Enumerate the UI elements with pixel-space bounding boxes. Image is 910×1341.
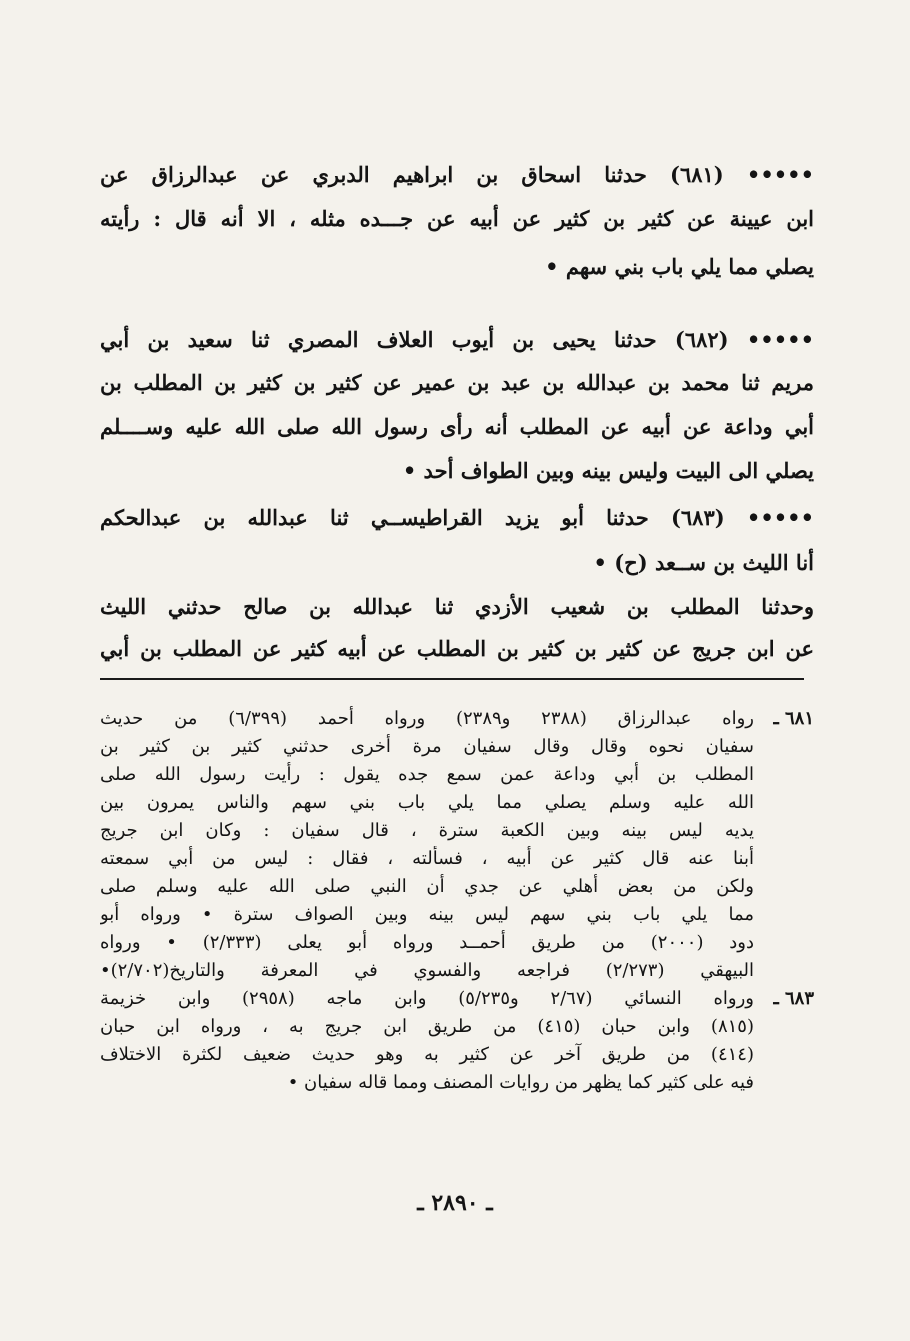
footnote-line (100, 818, 814, 844)
footnote-line (100, 1070, 814, 1096)
footnote-number: ٦٨١ ـ (773, 708, 814, 729)
text-line: مريم ثنا محمد بن عبدالله بن عبد بن عمير عن كثير بن كثير بن المطلب بن (100, 370, 814, 395)
footnote-text: فيه على كثير كما يظهر من روايات المصنف ومما قاله سفيان • (287, 1072, 754, 1093)
footnote-text: البيهقي (٢/٢٧٣) فراجعه والفسوي في المعرفة والتاريخ(٢/٧٠٢)• (100, 960, 754, 981)
footnote-line (100, 734, 814, 760)
text-line: وحدثنا المطلب بن شعيب الأزدي ثنا عبدالله بن صالح حدثني الليث (100, 594, 814, 619)
footnote-text: الله عليه وسلم يصلي مما يلي باب بني سهم والناس يمرون بين (100, 792, 754, 813)
text-line: ابن عيينة عن كثير بن كثير عن أبيه عن جـــده مثله ، الا أنه قال : رأيته (100, 206, 814, 231)
footnote-text: ولكن من بعض أهلي عن جدي أن النبي صلى الله عليه وسلم صلى (100, 876, 754, 897)
footnote-line (100, 958, 814, 984)
footnote-text: سفيان نحوه وقال وقال سفيان مرة أخرى حدثني كثير بن كثير بن (100, 736, 754, 757)
footnote-text: رواه عبدالرزاق (٢٣٨٨ و٢٣٨٩) ورواه أحمد (٦/٣٩٩) من حديث (100, 708, 755, 729)
text-line: أنا الليث بن ســعد (ح) • (593, 550, 814, 575)
page-number: ـ ٢٨٩٠ ـ (417, 1190, 493, 1216)
footnote-number: ٦٨٣ ـ (773, 988, 814, 1009)
footnote-text: المطلب بن أبي وداعة عمن سمع جده يقول : رأيت رسول الله صلى (100, 764, 754, 785)
footnote-text: يديه ليس بينه وبين الكعبة سترة ، قال سفيان : وكان ابن جريج (100, 820, 754, 841)
footnote-text: (٨١٥) وابن حبان (٤١٥) من طريق ابن جريج به ، ورواه ابن حبان (100, 1016, 754, 1037)
footnote-divider (100, 678, 804, 680)
footnote-line (100, 1014, 814, 1040)
footnote-line (100, 790, 814, 816)
footnote-line (100, 706, 814, 732)
footnote-text: دود (٢٠٠٠) من طريق أحمــد ورواه أبو يعلى (٢/٣٣٣) • ورواه (100, 932, 754, 953)
footnote-line (100, 902, 814, 928)
text-line: ••••• (٦٨١) حدثنا اسحاق بن ابراهيم الدبري عن عبدالرزاق عن (100, 162, 814, 187)
footnote-line (100, 930, 814, 956)
footnote-line (100, 762, 814, 788)
footnote-line (100, 986, 814, 1012)
footnote-text: أبنا عنه قال كثير عن أبيه ، فسألته ، فقال : ليس من أبي سمعته (100, 848, 754, 869)
footnote-line (100, 1042, 814, 1068)
footnote-line (100, 874, 814, 900)
text-line: ••••• (٦٨٣) حدثنا أبو يزيد القراطيســي ثنا عبدالله بن عبدالحكم (100, 505, 814, 530)
footnote-line (100, 846, 814, 872)
footnote-text: (٤١٤) من طريق آخر عن كثير به وهو حديث ضعيف لكثرة الاختلاف (100, 1044, 754, 1065)
footnote-text: ورواه النسائي (٢/٦٧ و٥/٢٣٥) وابن ماجه (٢٩٥٨) وابن خزيمة (100, 988, 755, 1009)
text-line: يصلي مما يلي باب بني سهم • (545, 254, 814, 279)
text-line: أبي وداعة عن أبيه عن المطلب أنه رأى رسول الله صلى الله عليه وســــلم (100, 414, 814, 439)
text-line: عن ابن جريج عن كثير بن كثير بن المطلب عن أبيه كثير عن المطلب بن أبي (100, 636, 814, 661)
footnote-text: مما يلي باب بني سهم ليس بينه وبين الصواف سترة • ورواه أبو (100, 904, 754, 925)
text-line: ••••• (٦٨٢) حدثنا يحيى بن أيوب العلاف المصري ثنا سعيد بن أبي (100, 327, 814, 352)
text-line: يصلي الى البيت وليس بينه وبين الطواف أحد • (402, 458, 814, 483)
